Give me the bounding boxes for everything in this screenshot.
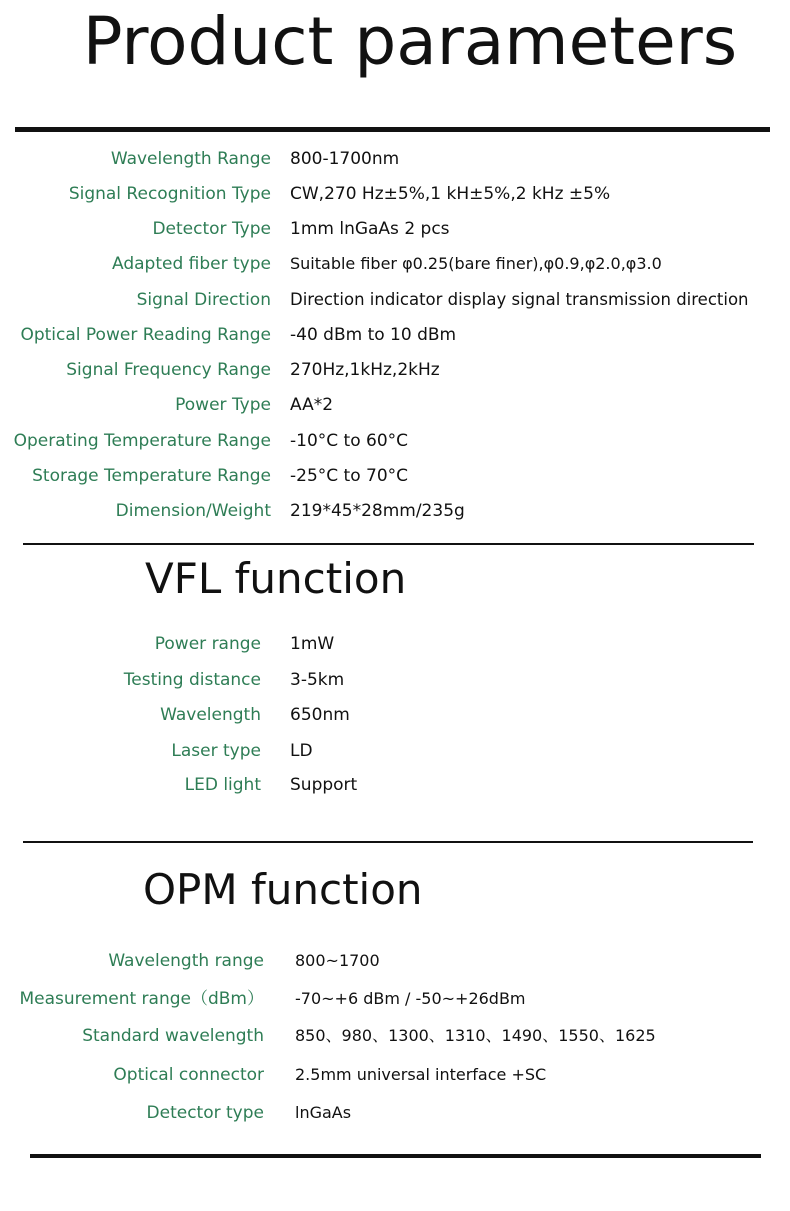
param-row-wavelength-range <box>0 145 790 173</box>
param-label: Optical Power Reading Range <box>20 325 271 345</box>
param-label: Signal Frequency Range <box>66 360 271 380</box>
param-value: Suitable fiber φ0.25(bare finer),φ0.9,φ2.0,φ3.0 <box>290 254 662 273</box>
opm-row-wavelength-range <box>0 947 790 975</box>
opm-label: Standard wavelength <box>82 1026 264 1046</box>
param-value: -10°C to 60°C <box>290 431 409 451</box>
vfl-row-power-range <box>0 630 790 658</box>
top-divider <box>15 127 770 132</box>
opm-value: 850、980、1300、1310、1490、1550、1625 <box>295 1026 656 1045</box>
vfl-label: Power range <box>154 634 261 654</box>
opm-row-optical-connector <box>0 1061 790 1089</box>
param-label: Signal Direction <box>136 290 271 310</box>
param-value: Direction indicator display signal transmission direction <box>290 290 749 309</box>
page-title: Product parameters <box>82 3 738 80</box>
param-row-signal-direction <box>0 286 790 314</box>
param-row-optical-power-reading-range <box>0 321 790 349</box>
param-row-adapted-fiber-type <box>0 250 790 278</box>
vfl-value: Support <box>290 775 358 795</box>
param-label: Wavelength Range <box>110 149 271 169</box>
opm-value: lnGaAs <box>295 1103 352 1122</box>
section-divider <box>23 841 753 843</box>
param-row-power-type <box>0 391 790 419</box>
vfl-row-laser-type <box>0 737 790 765</box>
vfl-value: 650nm <box>290 705 350 725</box>
param-label: Detector Type <box>152 219 271 239</box>
section-divider <box>23 543 754 545</box>
opm-value: 800~1700 <box>295 951 380 970</box>
param-label: Dimension/Weight <box>115 501 271 521</box>
opm-row-standard-wavelength <box>0 1022 790 1050</box>
vfl-value: 1mW <box>290 634 335 654</box>
param-row-signal-frequency-range <box>0 356 790 384</box>
param-label: Power Type <box>175 395 271 415</box>
vfl-row-wavelength <box>0 701 790 729</box>
vfl-row-led-light <box>0 771 790 799</box>
param-value: 219*45*28mm/235g <box>290 501 465 521</box>
vfl-section-title: VFL function <box>145 554 407 603</box>
param-label: Signal Recognition Type <box>68 184 271 204</box>
vfl-label: Laser type <box>171 741 261 761</box>
opm-section-title: OPM function <box>143 865 423 914</box>
vfl-value: 3-5km <box>290 670 345 690</box>
opm-row-detector-type <box>0 1099 790 1127</box>
param-row-signal-recognition-type <box>0 180 790 208</box>
vfl-label: LED light <box>184 775 261 795</box>
param-value: 270Hz,1kHz,2kHz <box>290 360 440 380</box>
param-label: Adapted fiber type <box>112 254 271 274</box>
param-value: -25°C to 70°C <box>290 466 409 486</box>
param-value: 800-1700nm <box>290 149 400 169</box>
vfl-value: LD <box>290 741 313 761</box>
vfl-row-testing-distance <box>0 666 790 694</box>
opm-label: Measurement range（dBm） <box>19 989 264 1009</box>
param-value: -40 dBm to 10 dBm <box>290 325 457 345</box>
opm-value: 2.5mm universal interface +SC <box>295 1065 547 1084</box>
param-row-storage-temperature-range <box>0 462 790 490</box>
param-value: AA*2 <box>290 395 334 415</box>
param-value: CW,270 Hz±5%,1 kH±5%,2 kHz ±5% <box>290 184 611 204</box>
opm-label: Optical connector <box>113 1065 264 1085</box>
param-row-operating-temperature-range <box>0 427 790 455</box>
opm-label: Detector type <box>146 1103 264 1123</box>
opm-label: Wavelength range <box>108 951 264 971</box>
vfl-label: Testing distance <box>123 670 261 690</box>
opm-value: -70~+6 dBm / -50~+26dBm <box>295 989 526 1008</box>
vfl-label: Wavelength <box>160 705 261 725</box>
param-row-detector-type <box>0 215 790 243</box>
param-row-dimension-weight <box>0 497 790 525</box>
param-label: Operating Temperature Range <box>13 431 271 451</box>
param-value: 1mm lnGaAs 2 pcs <box>290 219 450 239</box>
param-label: Storage Temperature Range <box>32 466 271 486</box>
opm-row-measurement-range <box>0 985 790 1013</box>
bottom-divider <box>30 1154 761 1158</box>
